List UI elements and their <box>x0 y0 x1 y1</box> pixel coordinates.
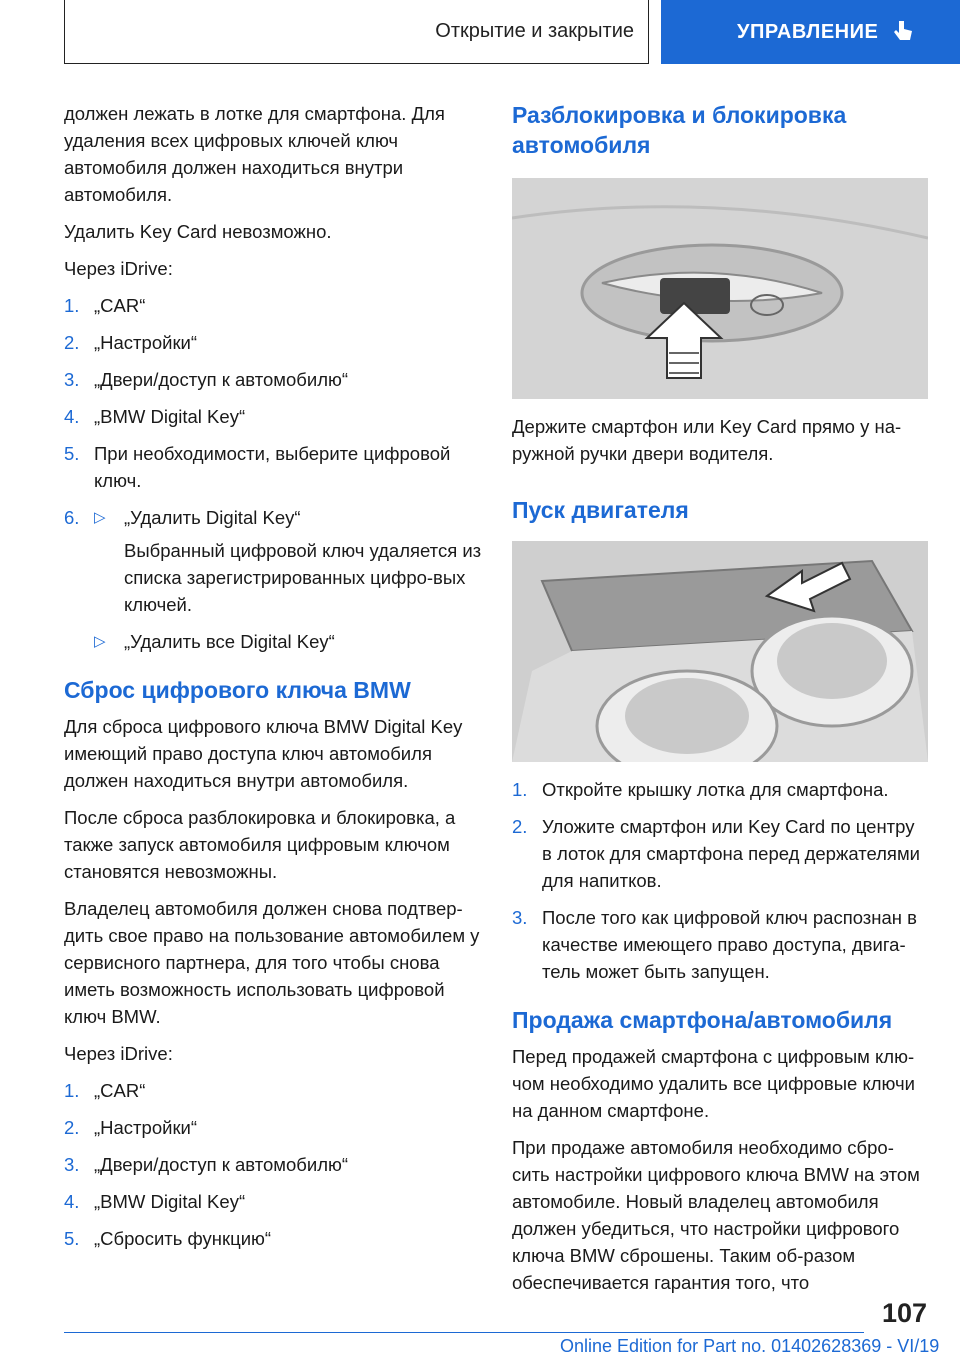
left-column <box>64 100 482 1264</box>
heading-reset: Сброс цифрового ключа BMW <box>64 677 411 703</box>
paragraph: Удалить Key Card невозможно. <box>64 221 332 242</box>
list-item: 2. Уложите смартфон или Key Card по центру в лоток для смартфона перед держателями для напитков. <box>512 816 921 891</box>
chapter-tab[interactable] <box>661 0 960 64</box>
paragraph: Для сброса цифрового ключа BMW Digital Key имеющий право доступа ключ автомобиля должен находиться внутри автомобиля. <box>64 716 463 791</box>
list-item: 5. „Сбросить функцию“ <box>64 1228 272 1249</box>
paragraph: При продаже автомобиля необходимо сбро-сить настройки цифрового ключа BMW на этом автомобиле. Новый владелец автомобиля должен убедиться, что настройки цифрового ключа BMW сброшены. Таким об-разом обеспечивается гарантия того, что <box>512 1137 920 1293</box>
list-item: 4. „BMW Digital Key“ <box>64 1191 246 1212</box>
reset-steps <box>64 1077 482 1252</box>
sub-list-item: ▷ „Удалить Digital Key“ Выбранный цифровой ключ удаляется из списка зарегистрированных цифро-вых ключей. <box>94 504 482 618</box>
sub-list <box>94 504 482 655</box>
list-item: 5. При необходимости, выберите цифровой ключ. <box>64 443 451 491</box>
list-item: 3. „Двери/доступ к автомобилю“ <box>64 369 349 390</box>
paragraph: После сброса разблокировка и блокировка, а также запуск автомобиля цифровым ключом становятся невозможны. <box>64 807 456 882</box>
list-item: 2. „Настройки“ <box>64 332 198 353</box>
section-header <box>64 0 649 64</box>
list-item: 2. „Настройки“ <box>64 1117 198 1138</box>
idrive-steps <box>64 292 482 655</box>
paragraph: Через iDrive: <box>64 1043 173 1064</box>
list-item: 1. Откройте крышку лотка для смартфона. <box>512 779 889 800</box>
page-number: 107 <box>881 1298 927 1328</box>
edition-note: Online Edition for Part no. 01402628369 - VI/19 <box>560 1336 940 1356</box>
hand-pointer-icon <box>890 19 914 45</box>
list-item: 4. „BMW Digital Key“ <box>64 406 246 427</box>
paragraph: Владелец автомобиля должен снова подтвер-дить свое право на пользование автомобилем у сервисного партнера, для того чтобы снова иметь возможность использовать цифровой ключ BMW. <box>64 898 480 1027</box>
paragraph: Перед продажей смартфона с цифровым клю-чом необходимо удалить все цифровые ключи на данном смартфоне. <box>512 1046 915 1121</box>
list-item: 3. „Двери/доступ к автомобилю“ <box>64 1154 349 1175</box>
door-handle-image <box>512 178 928 399</box>
heading-unlock: Разблокировка и блокировка автомобиля <box>512 102 847 158</box>
heading-sale: Продажа смартфона/автомобиля <box>512 1007 893 1033</box>
list-item: 1. „CAR“ <box>64 295 146 316</box>
paragraph: Держите смартфон или Key Card прямо у на-ружной ручки двери водителя. <box>512 416 902 464</box>
start-steps <box>512 776 928 985</box>
smartphone-tray-image <box>512 541 928 762</box>
sub-note: Выбранный цифровой ключ удаляется из списка зарегистрированных цифро-вых ключей. <box>124 540 482 615</box>
heading-start: Пуск двигателя <box>512 497 689 523</box>
section-title: Открытие и закрытие <box>435 20 634 42</box>
right-column <box>512 100 928 1306</box>
list-item: 6. ▷ „Удалить Digital Key“ Выбранный цифровой ключ удаляется из списка зарегистрированных цифро-вых ключей. ▷ „Удалить все Digital Key“ <box>64 504 482 655</box>
list-item: 1. „CAR“ <box>64 1080 146 1101</box>
paragraph: Через iDrive: <box>64 258 173 279</box>
list-item: 3. После того как цифровой ключ распознан в качестве имеющего право доступа, двига-тель может быть запущен. <box>512 907 917 982</box>
sub-list-item: ▷ „Удалить все Digital Key“ <box>94 631 335 652</box>
chapter-title: УПРАВЛЕНИЕ <box>737 20 879 43</box>
paragraph: должен лежать в лотке для смартфона. Для удаления всех цифровых ключей ключ автомобиля должен находиться внутри автомобиля. <box>64 103 445 205</box>
